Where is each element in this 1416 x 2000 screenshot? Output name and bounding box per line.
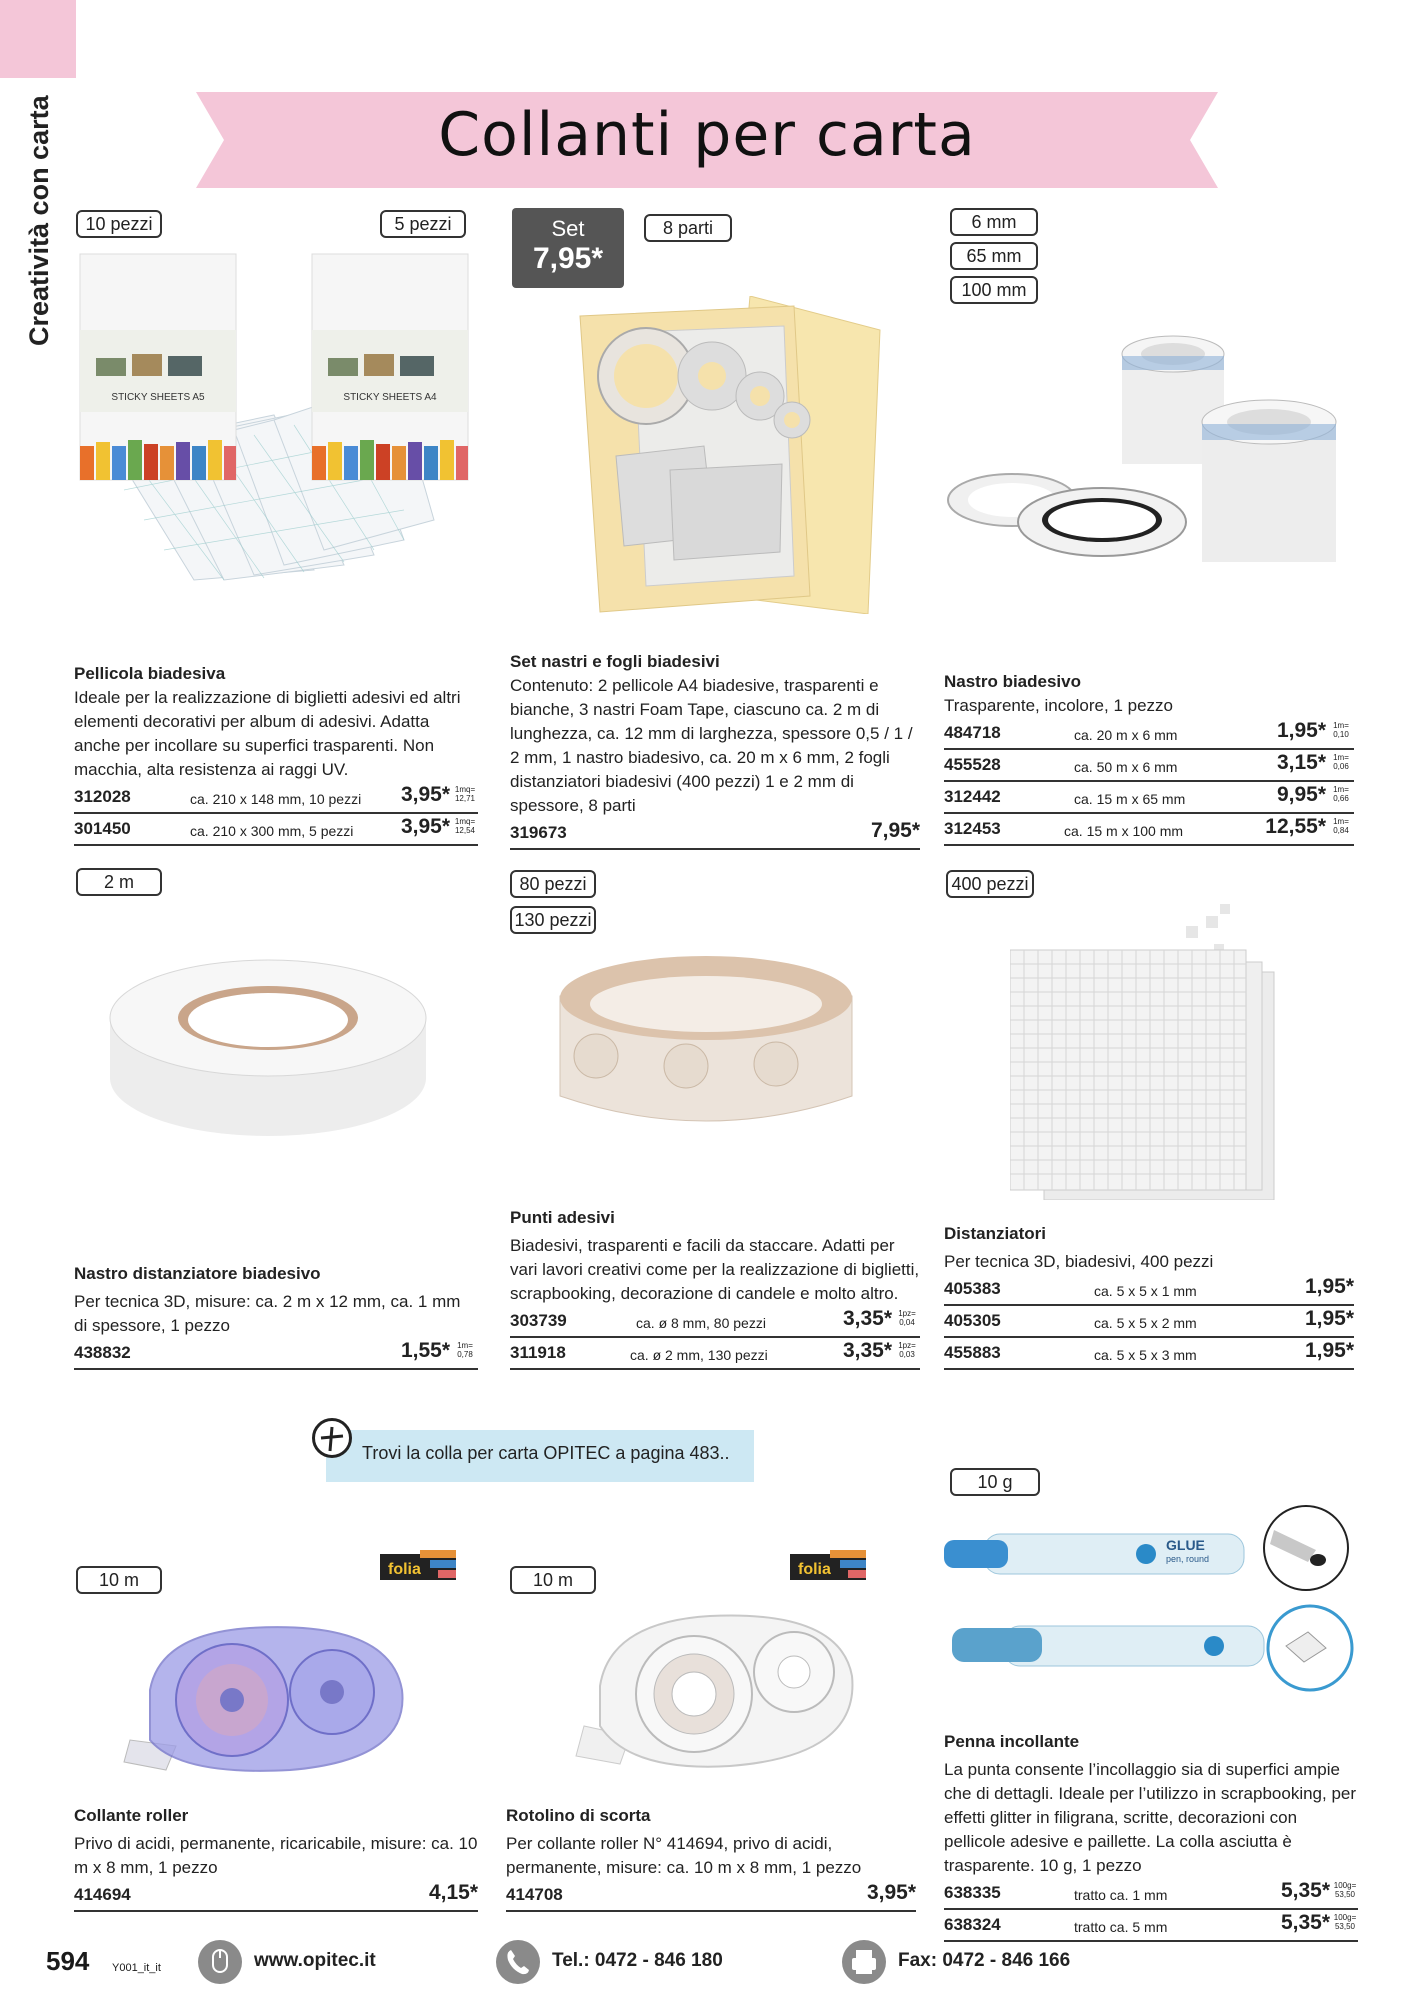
product-description: Ideale per la realizzazione di biglietti adesivi ed altri elementi decorativi per album di adesivi. Adatta anche per incollare su superfici trasparenti. Non macchia, alta resistenza ai raggi UV. [74,688,461,779]
price-row [506,1880,916,1912]
telephone-number: Tel.: 0472 - 846 180 [552,1950,723,1971]
article-code: 312028 [74,787,131,806]
product-punti-adesivi [510,1206,920,1370]
article-price: 3,35* [842,1339,892,1362]
article-code: 414694 [74,1885,131,1904]
price-row [944,782,1354,814]
product-title: Set nastri e fogli biadesivi [510,652,720,671]
tag-length: 2 m [76,868,162,896]
article-price: 3,15* [1276,751,1326,774]
product-description: Contenuto: 2 pellicole A4 biadesive, trasparenti e bianche, 3 nastri Foam Tape, ciascuno ca. 2 m di lunghezza, ca. 12 mm di larghezza, spessore 0,5 / 1 / 2 mm, 1 nastro biadesivo, ca. 20 m x 6 mm, 2 fogli distanziatori biadesivi (400 pezzi) 1 e 2 mm di spessore, 8 parti [510,676,913,815]
article-code: 414708 [506,1885,563,1904]
price-row [944,1306,1354,1338]
tip-text: Trovi la colla per carta OPITEC a pagina 483.. [362,1443,730,1463]
price-row [510,1306,920,1338]
price-row [944,1878,1358,1910]
unit-price: 100g= 53,50 [1333,1881,1357,1899]
product-penna [944,1730,1358,1942]
product-description: Trasparente, incolore, 1 pezzo [944,696,1173,715]
product-title: Nastro biadesivo [944,672,1081,691]
product-title: Pellicola biadesiva [74,664,226,683]
badge-price: 7,95* [532,242,604,275]
article-price: 3,95* [400,815,450,838]
package-label: STICKY SHEETS A5 [111,392,205,403]
product-image-refill-roll [570,1606,860,1776]
article-size: ca. 15 m x 65 mm [1074,791,1186,807]
page-number: 594 [46,1946,90,1976]
article-code: 311918 [510,1343,566,1362]
article-size: ca. ø 8 mm, 80 pezzi [636,1315,766,1331]
product-description: Per collante roller N° 414694, privo di acidi, permanente, misure: ca. 10 m x 8 mm, 1 pezzo [506,1834,862,1877]
plus-icon [312,1418,352,1458]
article-price: 1,95* [1304,1339,1354,1362]
tag-size: 6 mm [950,208,1038,236]
tag-size: 65 mm [950,242,1038,270]
tag-length: 10 m [76,1566,162,1594]
product-collante-roller [74,1804,478,1912]
tag-quantity: 5 pezzi [380,210,466,238]
product-description: La punta consente l’incollaggio sia di superfici ampie che di dettagli. Ideale per l’utilizzo in scrapbooking, per effetti glitter in filigrana, scritte, decorazioni con pellicole adesive e paillette. La colla asciutta è trasparente. 10 g, 1 pezzo [944,1760,1357,1875]
article-price: 12,55* [1265,815,1326,838]
article-code: 319673 [510,823,567,842]
product-description: Per tecnica 3D, misure: ca. 2 m x 12 mm, ca. 1 mm di spessore, 1 pezzo [74,1292,461,1335]
product-rotolino [506,1804,916,1912]
brand-logo-text: folia [798,1561,831,1578]
product-image-glue-pen [944,1500,1356,1700]
article-price: 3,35* [842,1307,892,1330]
set-price-badge [512,208,624,288]
product-set-nastri [510,650,920,850]
price-row [74,814,478,846]
price-row [74,1880,478,1912]
product-image-foam-pads [1010,900,1282,1200]
tag-quantity: 130 pezzi [510,906,596,934]
article-size: ca. 210 x 148 mm, 10 pezzi [190,791,362,807]
product-nastro-distanziatore [74,1262,478,1370]
article-code: 638335 [944,1883,1001,1902]
product-title: Rotolino di scorta [506,1806,651,1825]
article-size: tratto ca. 1 mm [1074,1887,1168,1903]
article-size: tratto ca. 5 mm [1074,1919,1168,1935]
pen-sublabel: pen, round [1166,1554,1210,1564]
price-row [944,1274,1354,1306]
article-code: 303739 [510,1311,567,1330]
article-code: 455883 [944,1343,1001,1362]
price-row [74,782,478,814]
tag-quantity: 8 parti [644,214,732,242]
tag-quantity: 10 pezzi [76,210,162,238]
banner [196,92,1218,188]
product-description: Privo di acidi, permanente, ricaricabile, misure: ca. 10 m x 8 mm, 1 pezzo [74,1834,478,1877]
unit-price: 1mq= 12,71 [454,785,476,803]
article-price: 5,35* [1280,1879,1330,1902]
folia-logo-icon [790,1548,870,1584]
catalog-code: Y001_it_it [112,1962,161,1974]
website-link[interactable]: www.opitec.it [254,1950,376,1971]
product-image-tape-set [574,296,894,614]
price-row [944,1338,1354,1370]
article-size: ca. 15 m x 100 mm [1064,823,1184,839]
article-size: ca. 5 x 5 x 2 mm [1094,1315,1197,1331]
product-description: Biadesivi, trasparenti e facili da staccare. Adatti per vari lavori creativi come per la realizzazione di biglietti, scrapbooking, decorazione di candele e molto altro. [510,1236,920,1303]
price-row [944,814,1354,846]
product-image-glue-dots [556,946,856,1136]
price-row [74,1338,478,1370]
article-size: ca. 50 m x 6 mm [1074,759,1178,775]
tag-weight: 10 g [950,1468,1040,1496]
tag-quantity: 400 pezzi [946,870,1034,898]
fax-icon [842,1940,886,1984]
section-tab-label: Creatività con carta [24,95,54,346]
phone-icon [496,1940,540,1984]
unit-price: 1m= 0,84 [1333,817,1349,835]
price-row [510,818,920,850]
product-title: Collante roller [74,1806,189,1825]
article-code: 405305 [944,1311,1001,1330]
price-row [944,1910,1358,1942]
article-code: 312442 [944,787,1001,806]
cross-reference-tip [326,1430,754,1482]
price-row [944,750,1354,782]
brand-logo-text: folia [388,1561,421,1578]
unit-price: 1m= 0,66 [1333,785,1349,803]
unit-price: 1m= 0,10 [1333,721,1349,739]
article-code: 438832 [74,1343,131,1362]
unit-price: 1m= 0,78 [457,1341,473,1359]
mouse-icon [198,1940,242,1984]
article-size: ca. 20 m x 6 mm [1074,727,1178,743]
badge-label: Set [551,216,585,241]
product-title: Nastro distanziatore biadesivo [74,1264,321,1283]
article-price: 4,15* [428,1881,478,1904]
article-price: 1,95* [1304,1307,1354,1330]
folia-logo-icon [380,1548,460,1584]
product-image-sticky-sheets [74,250,474,590]
article-price: 1,95* [1304,1275,1354,1298]
product-description: Per tecnica 3D, biadesivi, 400 pezzi [944,1252,1214,1271]
article-size: ca. 5 x 5 x 1 mm [1094,1283,1197,1299]
price-row [510,1338,920,1370]
article-size: ca. 210 x 300 mm, 5 pezzi [190,823,354,839]
product-image-glue-roller [120,1620,410,1780]
article-price: 1,95* [1276,719,1326,742]
article-code: 455528 [944,755,1001,774]
article-code: 638324 [944,1915,1001,1934]
product-image-foam-tape [108,948,428,1138]
unit-price: 1m= 0,06 [1333,753,1349,771]
article-code: 405383 [944,1279,1001,1298]
fax-number: Fax: 0472 - 846 166 [898,1950,1071,1971]
article-price: 7,95* [870,819,920,842]
unit-price: 100g= 53,50 [1333,1913,1357,1931]
article-price: 3,95* [400,783,450,806]
product-title: Penna incollante [944,1732,1080,1751]
package-label: STICKY SHEETS A4 [343,392,437,403]
product-title: Punti adesivi [510,1208,615,1227]
article-size: ca. 5 x 5 x 3 mm [1094,1347,1197,1363]
unit-price: 1pz= 0,04 [898,1309,916,1327]
article-price: 1,55* [400,1339,450,1362]
article-price: 3,95* [866,1881,916,1904]
price-row [944,718,1354,750]
product-image-tape-rolls [946,330,1356,580]
unit-price: 1mq= 12,54 [454,817,476,835]
unit-price: 1pz= 0,03 [898,1341,916,1359]
product-pellicola [74,662,478,846]
article-price: 5,35* [1280,1911,1330,1934]
pen-label: GLUE [1166,1537,1205,1553]
article-size: ca. ø 2 mm, 130 pezzi [630,1347,768,1363]
product-nastro-biadesivo [944,670,1354,846]
product-distanziatori [944,1222,1354,1370]
article-code: 312453 [944,819,1001,838]
section-tab [24,96,60,346]
article-code: 484718 [944,723,1001,742]
tag-size: 100 mm [950,276,1038,304]
tag-quantity: 80 pezzi [510,870,596,898]
page-title: Collanti per carta [438,100,976,170]
pink-corner [0,0,76,78]
article-price: 9,95* [1276,783,1326,806]
product-title: Distanziatori [944,1224,1047,1243]
tag-length: 10 m [510,1566,596,1594]
article-code: 301450 [74,819,131,838]
